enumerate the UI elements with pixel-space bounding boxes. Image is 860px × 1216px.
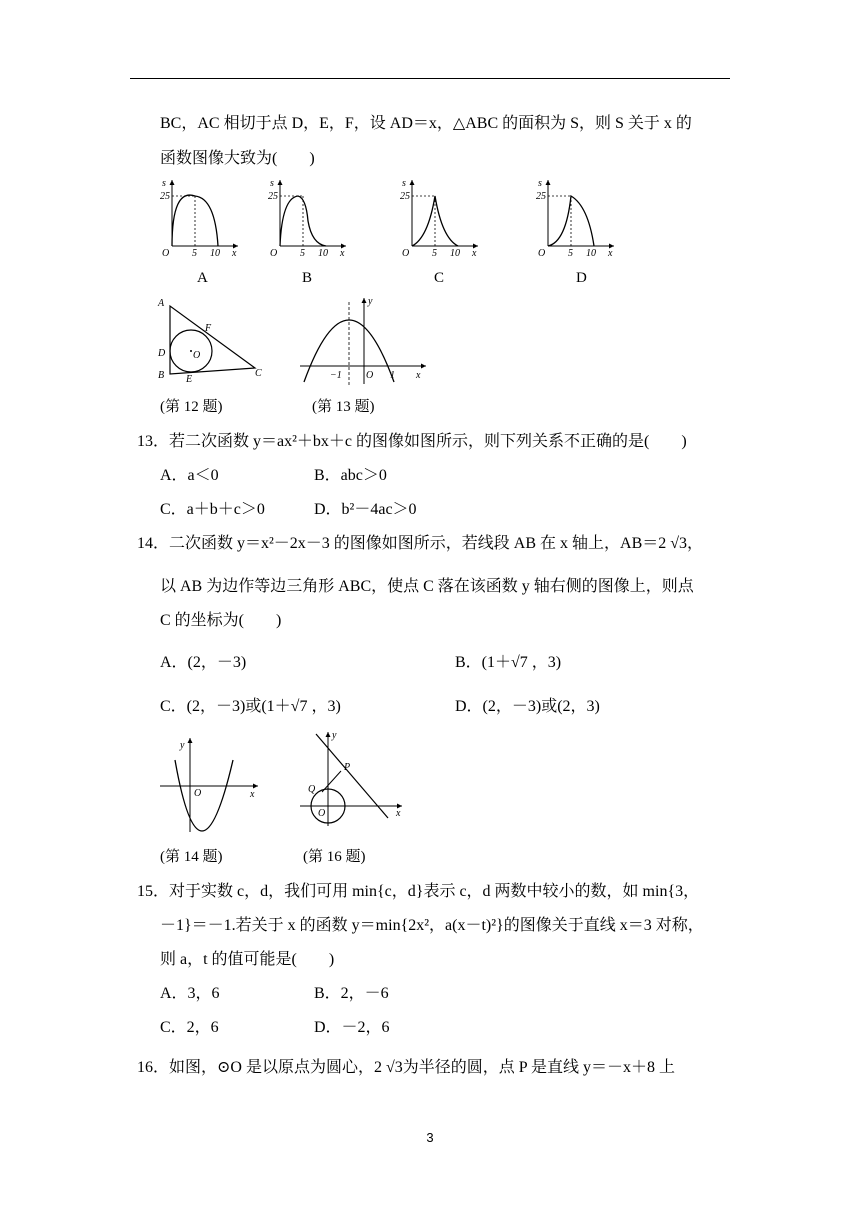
svg-text:O: O (538, 248, 546, 259)
svg-text:10: 10 (450, 248, 460, 259)
svg-text:25: 25 (160, 191, 170, 202)
fig16-circle-line (298, 728, 406, 828)
q14-line2: 以 AB 为边作等边三角形 ABC，使点 C 落在该函数 y 轴右侧的图像上，则点 (160, 578, 694, 595)
svg-text:P: P (344, 762, 351, 773)
q12-line1: BC，AC 相切于点 D，E，F，设 AD＝x，△ABC 的面积为 S，则 S 关于 x 的 (160, 115, 692, 132)
svg-text:25: 25 (268, 191, 278, 202)
svg-text:C: C (255, 368, 262, 379)
svg-text:D: D (158, 348, 166, 359)
graph-a (160, 176, 240, 259)
svg-text:10: 10 (318, 248, 328, 259)
q13-stem: 13．若二次函数 y＝ax²＋bx＋c 的图像如图所示，则下列关系不正确的是( ) (137, 433, 687, 450)
svg-text:5: 5 (192, 248, 197, 259)
svg-text:5: 5 (432, 248, 437, 259)
q14-option-a: A．(2，－3) (160, 654, 247, 671)
svg-text:5: 5 (300, 248, 305, 259)
svg-text:5: 5 (568, 248, 573, 259)
fig14-parabola (158, 734, 263, 834)
svg-text:O: O (318, 808, 326, 819)
q14-option-c: C．(2，－3)或(1＋√7 ，3) (160, 698, 341, 715)
graph-d (536, 176, 616, 259)
svg-text:y: y (332, 730, 337, 741)
fig13-parabola (298, 294, 428, 386)
choice-label-b: B (302, 270, 313, 286)
header-rule (130, 78, 730, 79)
svg-text:−1: −1 (330, 370, 342, 381)
svg-text:x: x (232, 248, 237, 259)
q12-line2: 函数图像大致为( ) (160, 150, 315, 167)
graph-c (400, 176, 480, 259)
svg-text:y: y (180, 740, 185, 751)
q13-option-d: D．b²－4ac＞0 (314, 501, 417, 518)
q13-option-b: B．abc＞0 (314, 467, 387, 484)
q15-option-a: A．3，6 (160, 985, 220, 1002)
graph-b (268, 176, 348, 259)
svg-text:y: y (368, 296, 373, 307)
q16-line1: 16．如图，⊙O 是以原点为圆心，2 √3为半径的圆，点 P 是直线 y＝－x＋8 上 (137, 1059, 676, 1076)
svg-text:x: x (472, 248, 477, 259)
q14-line3: C 的坐标为( ) (160, 612, 282, 629)
q14-line1: 14．二次函数 y＝x²－2x－3 的图像如图所示，若线段 AB 在 x 轴上，AB＝2 √3， (137, 535, 704, 552)
svg-text:B: B (158, 370, 165, 381)
q15-option-b: B．2，－6 (314, 985, 389, 1002)
svg-text:10: 10 (210, 248, 220, 259)
q14-option-d: D．(2，－3)或(2，3) (455, 698, 600, 715)
svg-text:s: s (162, 178, 166, 189)
svg-text:O: O (270, 248, 278, 259)
svg-text:10: 10 (586, 248, 596, 259)
svg-text:25: 25 (536, 191, 546, 202)
svg-text:1: 1 (390, 370, 395, 381)
svg-text:O: O (366, 370, 374, 381)
svg-text:O: O (193, 350, 201, 361)
svg-text:E: E (186, 374, 193, 385)
svg-text:x: x (416, 370, 421, 381)
svg-text:F: F (205, 323, 212, 334)
choice-label-c: C (434, 270, 445, 286)
fig12-triangle-incircle (155, 296, 270, 386)
svg-text:x: x (340, 248, 345, 259)
svg-text:25: 25 (400, 191, 410, 202)
q15-option-c: C．2，6 (160, 1019, 219, 1036)
q15-option-d: D．－2，6 (314, 1019, 390, 1036)
caption-fig13: (第 13 题) (312, 399, 375, 415)
svg-text:Q: Q (308, 784, 316, 795)
svg-text:A: A (158, 298, 165, 309)
q15-line3: 则 a，t 的值可能是( ) (160, 951, 335, 968)
svg-text:O: O (162, 248, 170, 259)
q15-line2: －1}＝－1.若关于 x 的函数 y＝min{2x²，a(x－t)²}的图像关于直线 x＝3 对称， (160, 917, 704, 934)
svg-text:s: s (270, 178, 274, 189)
q13-option-c: C．a＋b＋c＞0 (160, 501, 265, 518)
svg-text:O: O (402, 248, 410, 259)
q14-option-b: B．(1＋√7 ，3) (455, 654, 562, 671)
svg-text:x: x (250, 789, 255, 800)
choice-label-a: A (197, 270, 208, 286)
svg-text:s: s (538, 178, 542, 189)
page-number: 3 (426, 1130, 434, 1145)
svg-text:O: O (194, 788, 202, 799)
svg-text:x: x (608, 248, 613, 259)
q15-line1: 15．对于实数 c，d，我们可用 min{c，d}表示 c，d 两数中较小的数，如 min{3， (137, 883, 700, 900)
caption-fig16: (第 16 题) (303, 849, 366, 865)
svg-text:s: s (402, 178, 406, 189)
caption-fig14: (第 14 题) (160, 849, 223, 865)
svg-text:x: x (396, 808, 401, 819)
q13-option-a: A．a＜0 (160, 467, 219, 484)
choice-label-d: D (576, 270, 587, 286)
caption-fig12: (第 12 题) (160, 399, 223, 415)
